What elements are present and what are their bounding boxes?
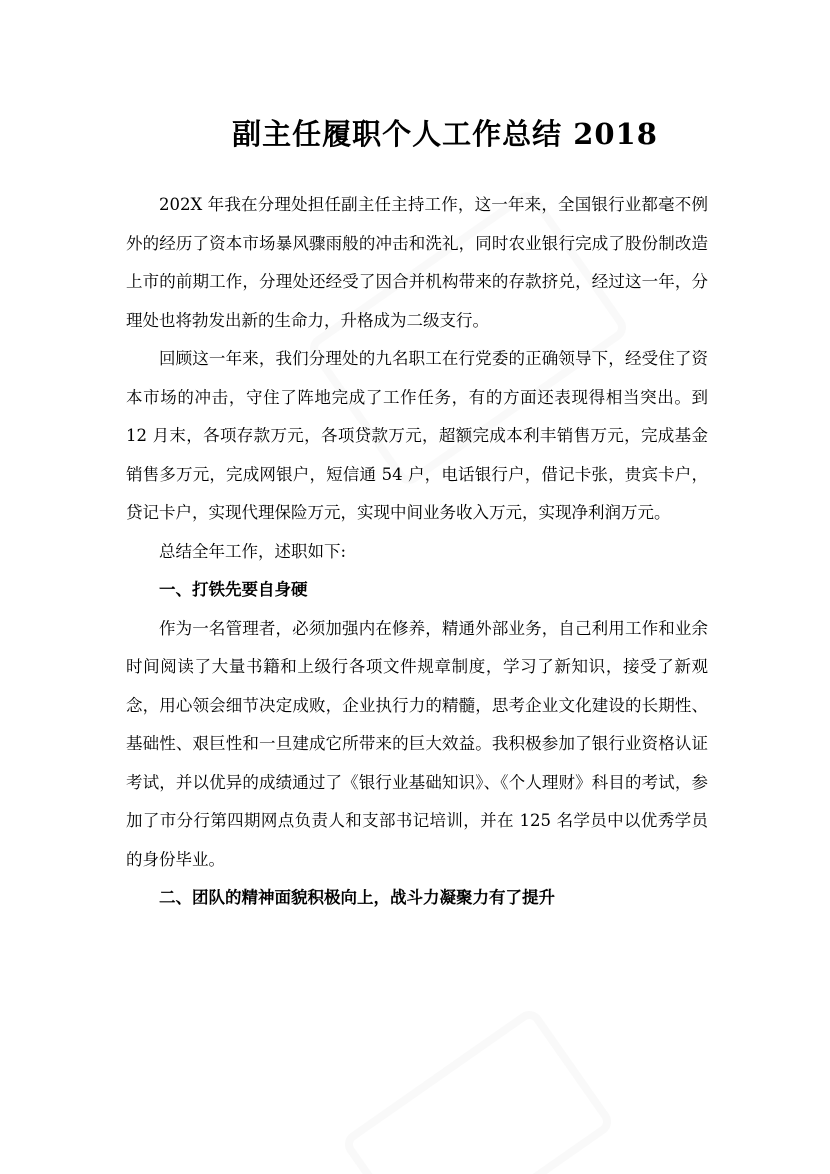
- paragraph: 总结全年工作，述职如下:: [159, 541, 347, 561]
- paragraph: 作为一名管理者，必须加强内在修养，精通外部业务，自己利用工作和业余时间阅读了大量书籍和上级行各项文件规章制度，学习了新知识，接受了新观念，用心领会细节决定成败，企业执行力的精髓，思考企业文化建设的长期性、基础性、艰巨性和一旦建成它所带来的巨大效益。我积极参加了银行业资格认证考试，并以优异的成绩通过了《银行业基础知识》、《个人理财》科目的考试，参加了市分行第四期网点负责人和支部书记培训，并在 125 名学员中以优秀学员的身份毕业。: [126, 618, 708, 869]
- document-body: [126, 186, 708, 918]
- paragraph: 202X 年我在分理处担任副主任主持工作，这一年来，全国银行业都毫不例外的经历了资本市场暴风骤雨般的冲击和洗礼，同时农业银行完成了股份制改造上市的前期工作，分理处还经受了因合并机构带来的存款挤兑，经过这一年，分理处也将勃发出新的生命力，升格成为二级支行。: [126, 195, 708, 330]
- section-heading: 二、团队的精神面貌积极向上，战斗力凝聚力有了提升: [159, 888, 555, 907]
- paragraph: 回顾这一年来，我们分理处的九名职工在行党委的正确领导下，经受住了资本市场的冲击，守住了阵地完成了工作任务，有的方面还表现得相当突出。到 12 月末，各项存款万元，各项贷款万元，超额完成本利丰销售万元，完成基金销售多万元，完成网银户，短信通 54 户，电话银行户，借记卡张，贵宾卡户，贷记卡户，实现代理保险万元，实现中间业务收入万元，实现净利润万元。: [126, 349, 708, 522]
- watermark-mark: [339, 1006, 616, 1174]
- document-title: 副主任履职个人工作总结 2018: [232, 117, 658, 151]
- section-heading: 一、打铁先要自身硬: [159, 580, 308, 599]
